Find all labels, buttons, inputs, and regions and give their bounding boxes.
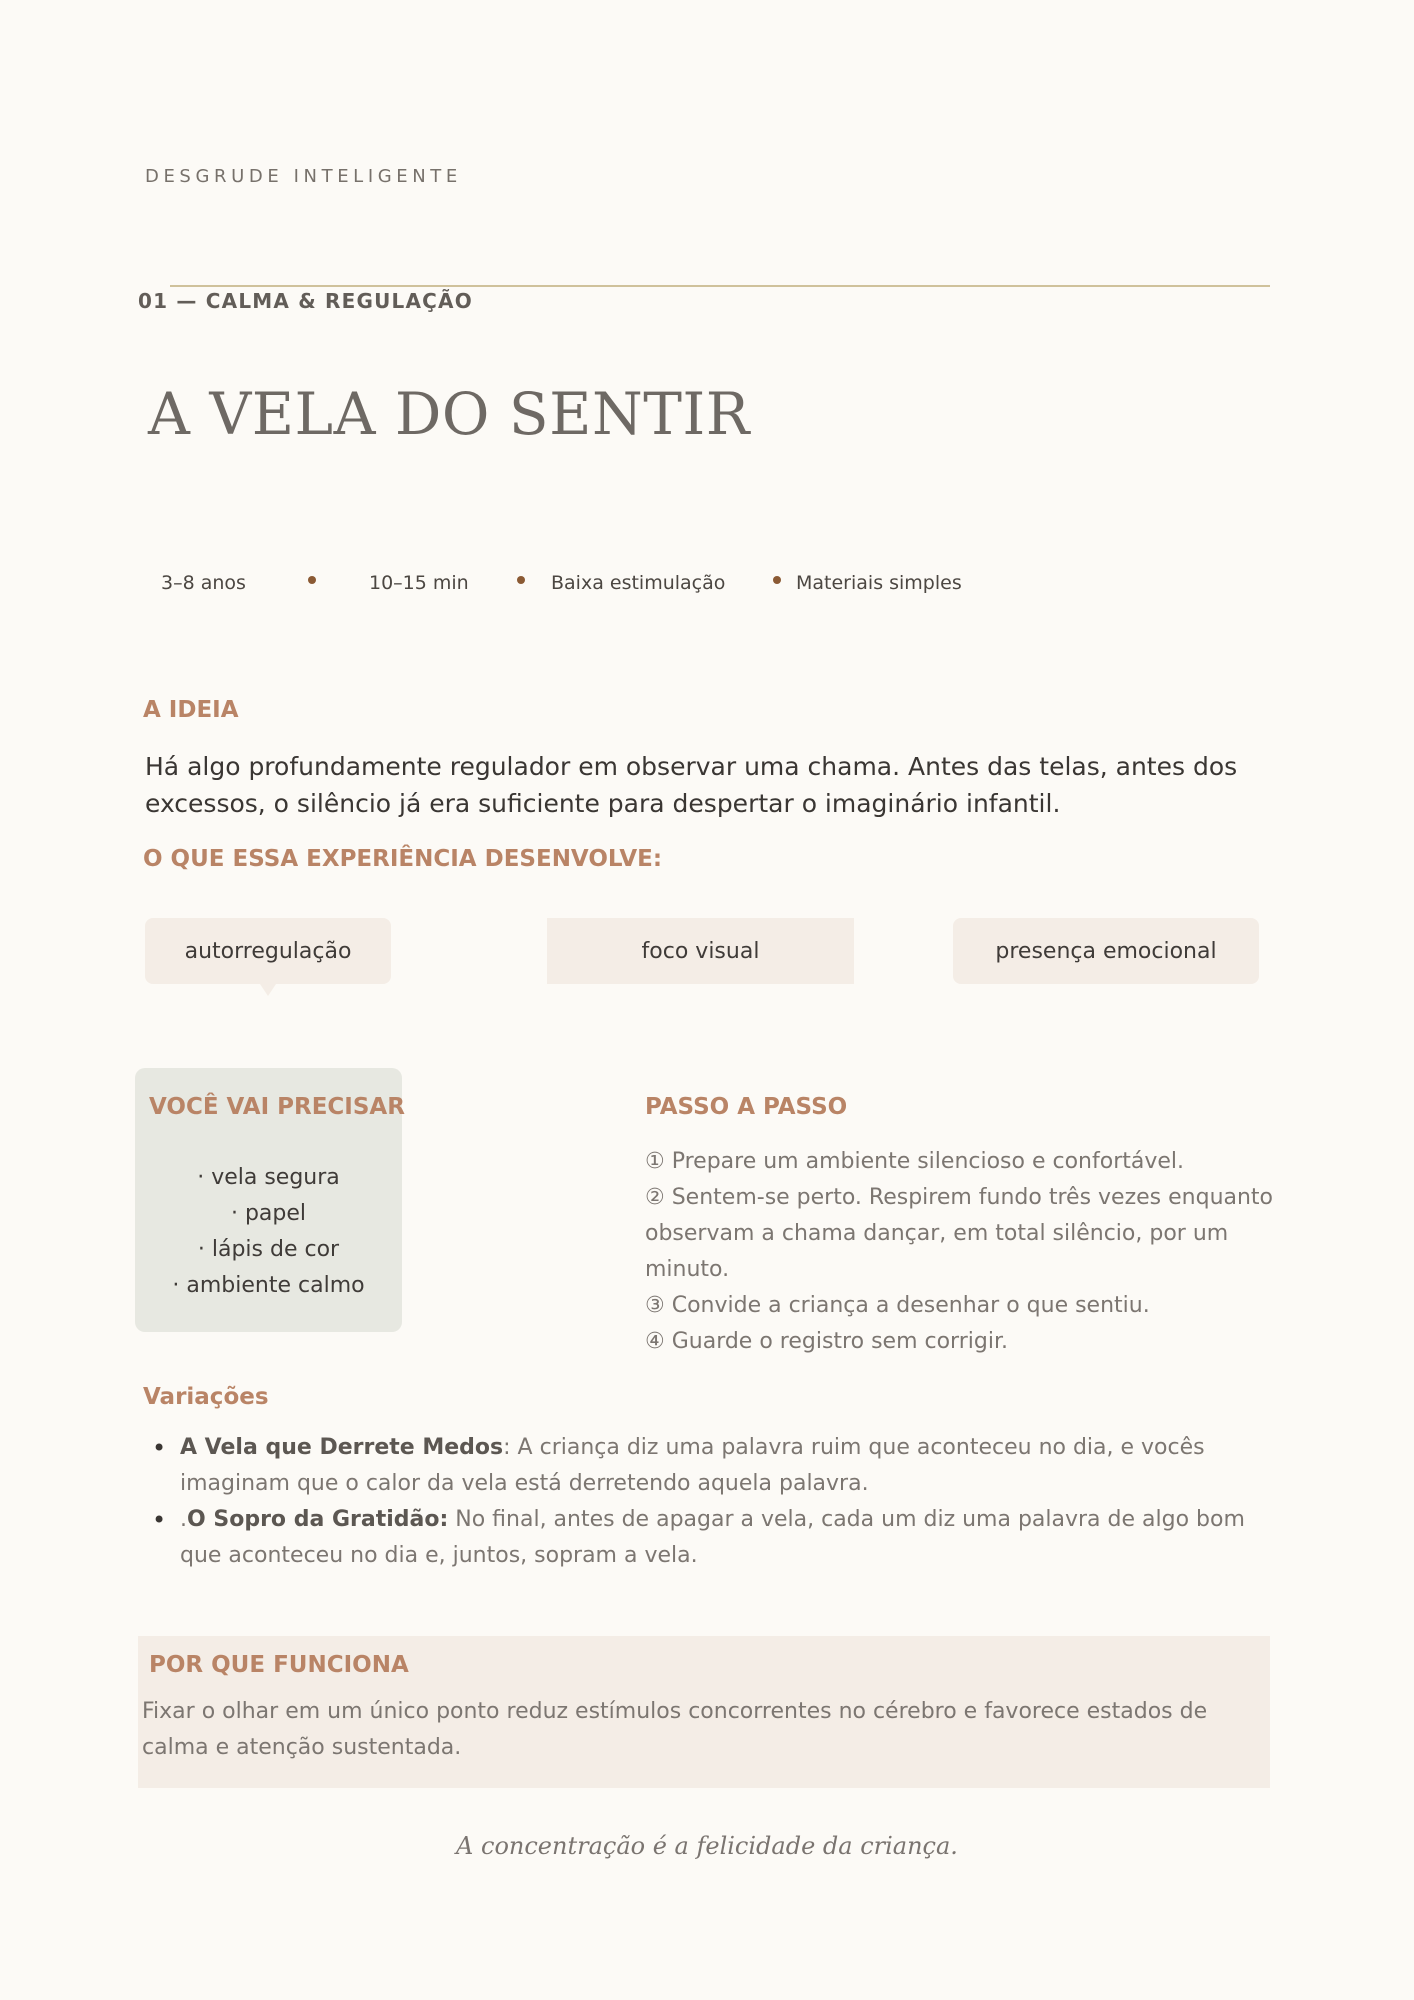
section-rule [170,285,1270,287]
materials-item: · vela segura [197,1165,340,1190]
variation-text: No final, antes de apagar a vela, cada um diz uma palavra de algo bom que aconteceu no dia e, juntos, sopram a vela. [180,1507,1245,1568]
step-item: ③ Convide a criança a desenhar o que sentiu. [645,1293,1150,1318]
why-box [138,1636,1270,1788]
chip-tail [260,984,276,996]
variations-heading: Variações [143,1384,269,1410]
meta-duration: 10–15 min [369,572,469,594]
variations-list [150,1430,1270,1574]
idea-heading: A IDEIA [143,697,239,723]
steps-heading: PASSO A PASSO [645,1094,848,1120]
idea-text: Há algo profundamente regulador em observar uma chama. Antes das telas, antes dos excessos, o silêncio já era suficiente para despertar o imaginário infantil. [145,752,1238,818]
variation-text: A criança diz uma palavra ruim que aconteceu no dia, e vocês imaginam que o calor da vela está derretendo aquela palavra. [180,1435,1205,1496]
variation-item [150,1430,1270,1502]
meta-dot [773,576,781,584]
variation-name: A Vela que Derrete Medos [180,1435,504,1460]
materials-heading: VOCÊ VAI PRECISAR [149,1094,405,1120]
variation-name: O Sopro da Gratidão: [187,1507,449,1532]
materials-list [135,1160,402,1304]
develops-heading: O QUE ESSA EXPERIÊNCIA DESENVOLVE: [143,846,663,872]
section-label: 01 — CALMA & REGULAÇÃO [138,289,473,313]
meta-dot [308,576,316,584]
why-heading: POR QUE FUNCIONA [149,1652,409,1678]
closing-quote: A concentração é a felicidade da criança. [456,1832,958,1860]
materials-item: · papel [230,1201,307,1226]
step-item: ④ Guarde o registro sem corrigir. [645,1329,1008,1354]
meta-stimulation: Baixa estimulação [551,572,726,594]
variation-sep: : [503,1435,511,1460]
brand-name: DESGRUDE INTELIGENTE [145,166,462,187]
chip-presenca-emocional: presença emocional [953,918,1259,984]
meta-materials: Materiais simples [796,572,962,594]
materials-item: · lápis de cor [197,1237,340,1262]
step-item: ① Prepare um ambiente silencioso e confortável. [645,1149,1185,1174]
materials-item: · ambiente calmo [172,1273,365,1298]
variation-prefix: . [180,1507,187,1532]
meta-dot [517,576,525,584]
materials-card [135,1068,405,1332]
variation-item [150,1502,1270,1574]
chip-autorregulacao: autorregulação [145,918,391,984]
meta-age: 3–8 anos [161,572,246,594]
step-item: ② Sentem-se perto. Respirem fundo três vezes enquanto observam a chama dançar, em total silêncio, por um minuto. [645,1185,1274,1282]
page-title: A VELA DO SENTIR [148,380,750,448]
steps-list [645,1144,1285,1360]
chip-foco-visual: foco visual [547,918,854,984]
why-text: Fixar o olhar em um único ponto reduz estímulos concorrentes no cérebro e favorece estados de calma e atenção sustentada. [142,1699,1208,1760]
